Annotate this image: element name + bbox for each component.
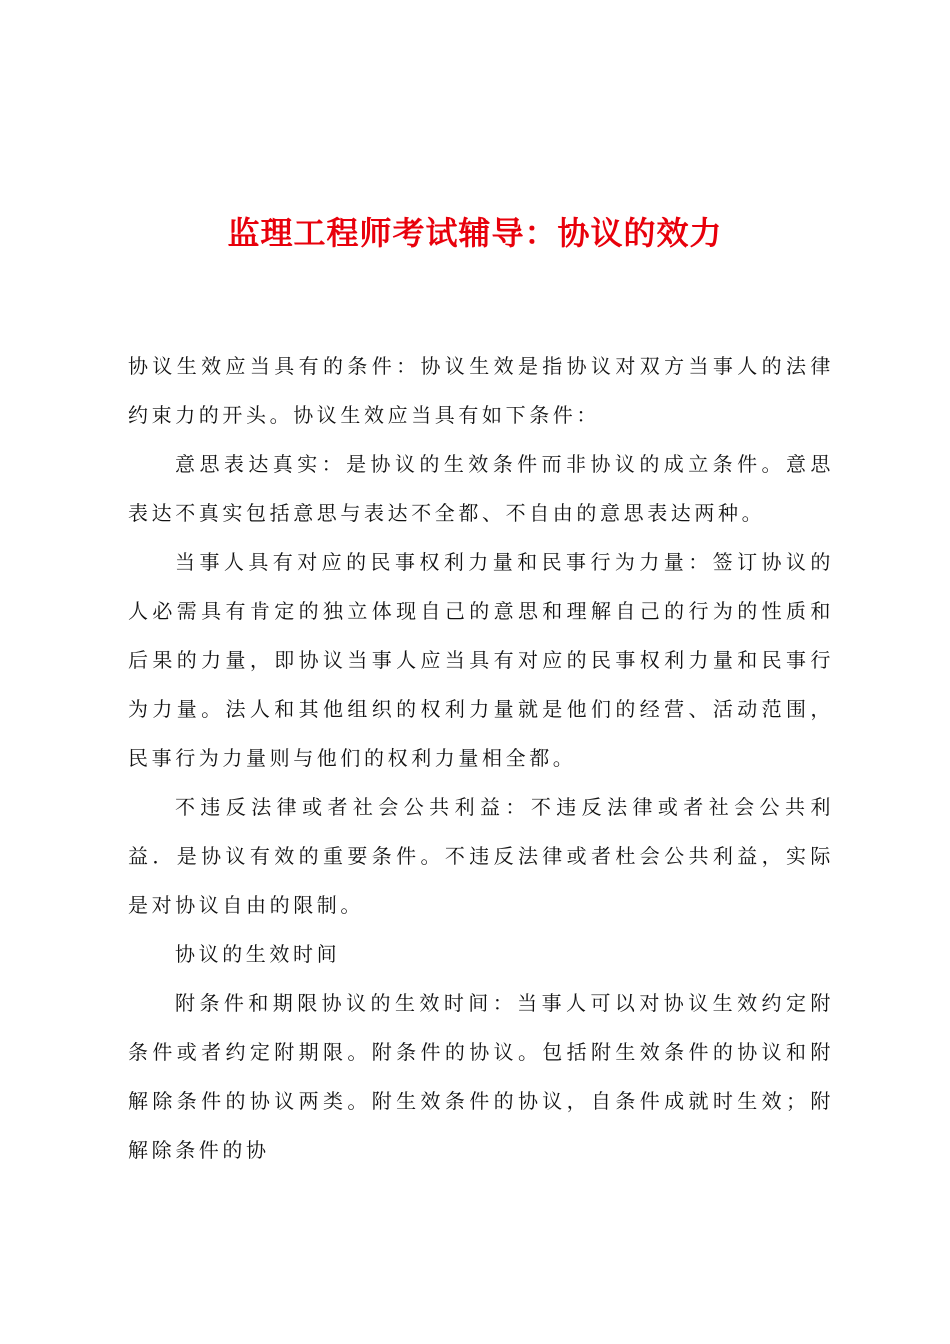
paragraph-conditional-contracts: 附条件和期限协议的生效时间：当事人可以对协议生效约定附条件或者约定附期限。附条件的协议。包括附生效条件的协议和附解除条件的协议两类。附生效条件的协议，自条件成就时生效；附解除条件的协 bbox=[128, 991, 834, 1162]
document-body bbox=[128, 342, 834, 1175]
paragraph-no-violation: 不违反法律或者社会公共利益：不违反法律或者社会公共利益．是协议有效的重要条件。不违反法律或者杜会公共利益，实际是对协议自由的限制。 bbox=[128, 795, 834, 917]
paragraph-party-capacity: 当事人具有对应的民事权利力量和民事行为力量：签订协议的人必需具有肯定的独立体现自己的意思和理解自己的行为的性质和后果的力量，即协议当事人应当具有对应的民事权利力量和民事行为力量。法人和其他组织的权利力量就是他们的经营、活动范围，民事行为力量则与他们的权利力量相全都。 bbox=[128, 550, 834, 770]
section-heading-effective-time: 协议的生效时间 bbox=[175, 942, 341, 966]
paragraph-true-intention: 意思表达真实：是协议的生效条件而非协议的成立条件。意思表达不真实包括意思与表达不全都、不自由的意思表达两种。 bbox=[128, 452, 834, 525]
paragraph-validity-conditions: 协议生效应当具有的条件：协议生效是指协议对双方当事人的法律约束力的开头。协议生效应当具有如下条件： bbox=[128, 354, 834, 427]
page-title: 监理工程师考试辅导：协议的效力 bbox=[227, 214, 723, 252]
